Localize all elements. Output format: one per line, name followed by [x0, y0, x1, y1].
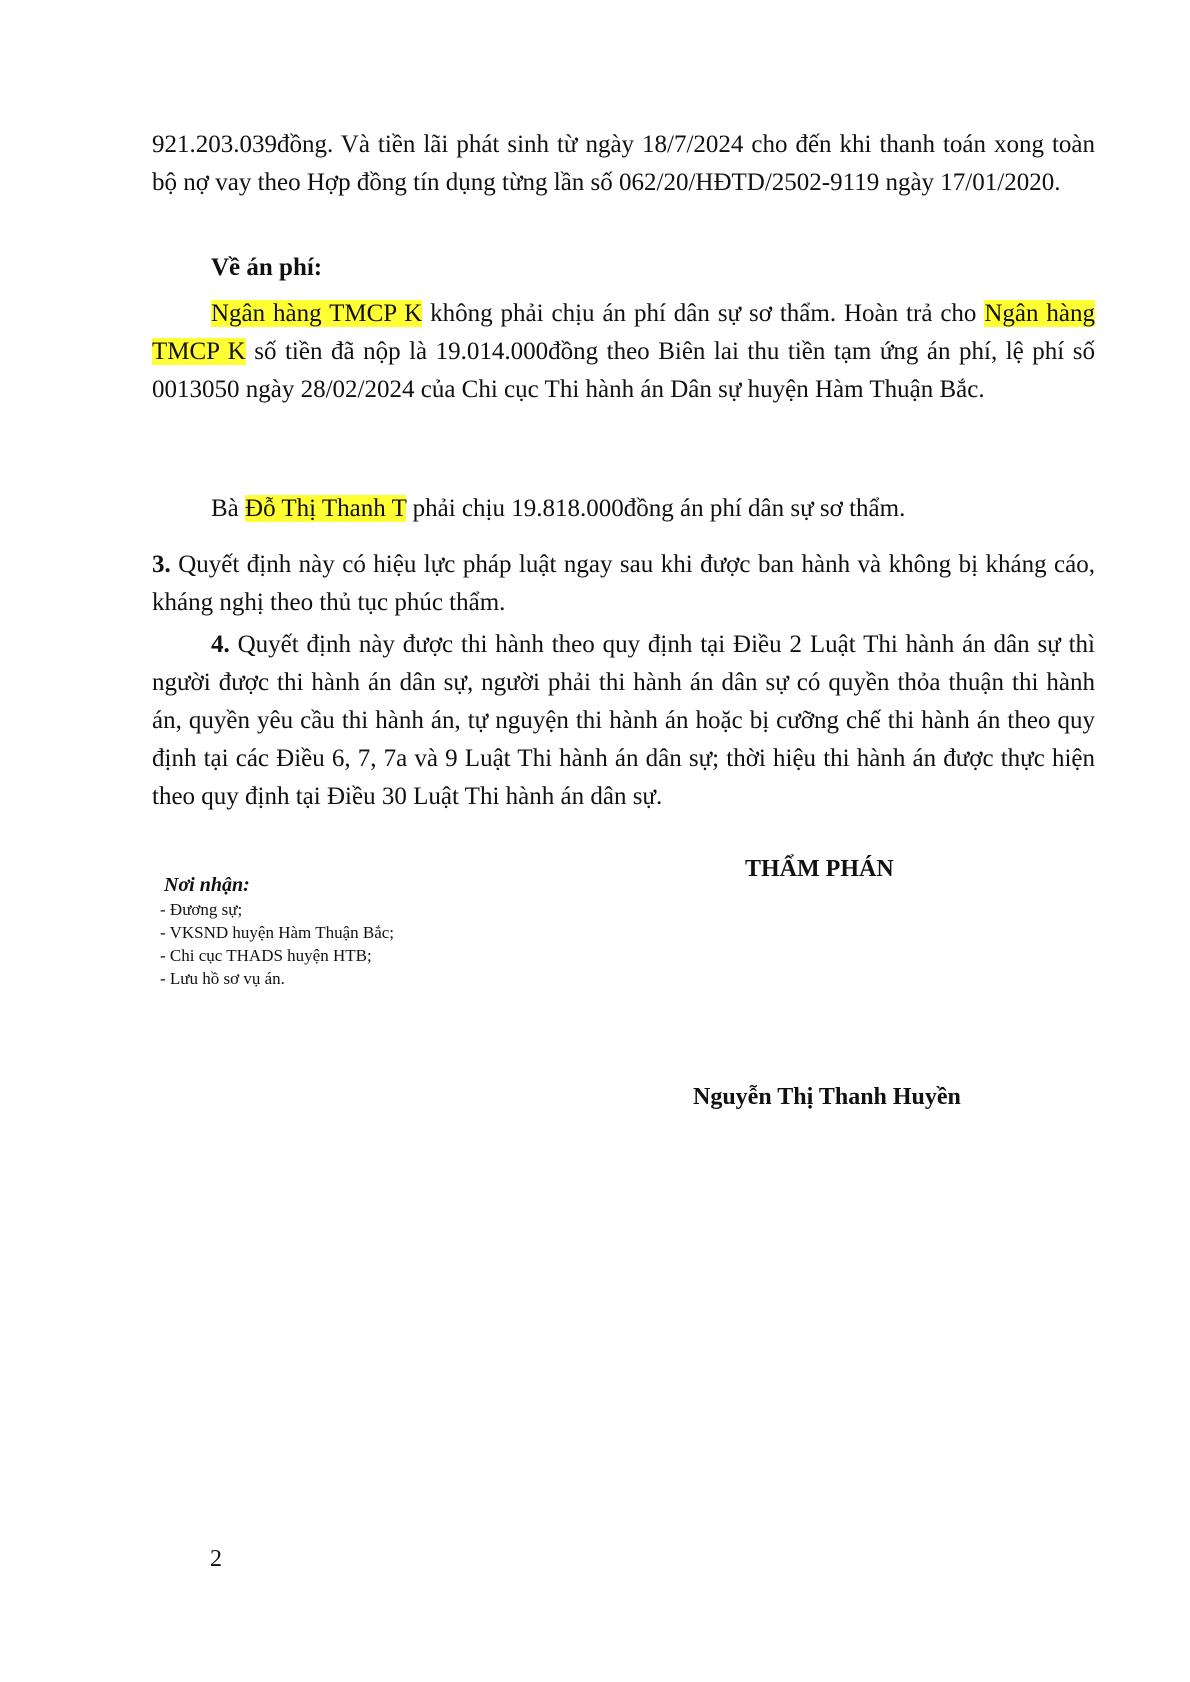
- recipient-item: - Lưu hồ sơ vụ án.: [160, 969, 285, 988]
- fee-text: phải chịu 19.818.000đồng án phí dân sự sơ thẩm.: [406, 495, 906, 522]
- fee-prefix: Bà: [211, 495, 246, 522]
- recipient-item: - Đương sự;: [160, 900, 243, 919]
- paragraph-defendant-fee: [152, 490, 1095, 528]
- fee-heading: Về án phí:: [211, 254, 323, 281]
- item-number: 4.: [211, 631, 230, 658]
- page-number: 2: [210, 1546, 222, 1572]
- paragraph-item-3: [152, 546, 1095, 622]
- recipient-item: - VKSND huyện Hàm Thuận Bắc;: [160, 923, 395, 942]
- paragraph-debt-interest: 921.203.039đồng. Và tiền lãi phát sinh từ ngày 18/7/2024 cho đến khi thanh toán xong toàn bộ nợ vay theo Hợp đồng tín dụng từng lần số 062/20/HĐTD/2502-9119 ngày 17/01/2020.: [152, 131, 1095, 196]
- signer-name: Nguyễn Thị Thanh Huyền: [693, 1084, 961, 1110]
- judge-title: THẨM PHÁN: [745, 856, 894, 882]
- item-text: Quyết định này có hiệu lực pháp luật ngay sau khi được ban hành và không bị kháng cáo, kháng nghị theo thủ tục phúc thẩm.: [152, 551, 1095, 616]
- item-text: Quyết định này được thi hành theo quy định tại Điều 2 Luật Thi hành án dân sự thì người được thi hành án dân sự, người phải thi hành án dân sự có quyền thỏa thuận thi hành án, quyền yêu cầu thi hành án, tự nguyện thi hành án hoặc bị cưỡng chế thi hành án theo quy định tại các Điều 6, 7, 7a và 9 Luật Thi hành án dân sự; thời hiệu thi hành án được thực hiện theo quy định tại Điều 30 Luật Thi hành án dân sự.: [152, 631, 1095, 810]
- recipients-title: Nơi nhận:: [164, 874, 250, 896]
- item-number: 3.: [152, 551, 171, 578]
- recipient-item: - Chi cục THADS huyện HTB;: [160, 946, 372, 965]
- paragraph-item-4: [152, 626, 1095, 816]
- party-name-highlight: Ngân hàng TMCP K: [211, 300, 423, 327]
- party-name-highlight: Đỗ Thị Thanh T: [245, 495, 407, 522]
- paragraph-bank-fee: [152, 295, 1095, 409]
- fee-text: số tiền đã nộp là 19.014.000đồng theo Biên lai thu tiền tạm ứng án phí, lệ phí số 0013050 ngày 28/02/2024 của Chi cục Thi hành án Dân sự huyện Hàm Thuận Bắc.: [152, 338, 1095, 403]
- party-name-highlight: Ngân hàng TMCP K: [152, 300, 1095, 365]
- recipients-block: [160, 872, 394, 990]
- fee-text: không phải chịu án phí dân sự sơ thẩm. Hoàn trả cho: [422, 300, 985, 327]
